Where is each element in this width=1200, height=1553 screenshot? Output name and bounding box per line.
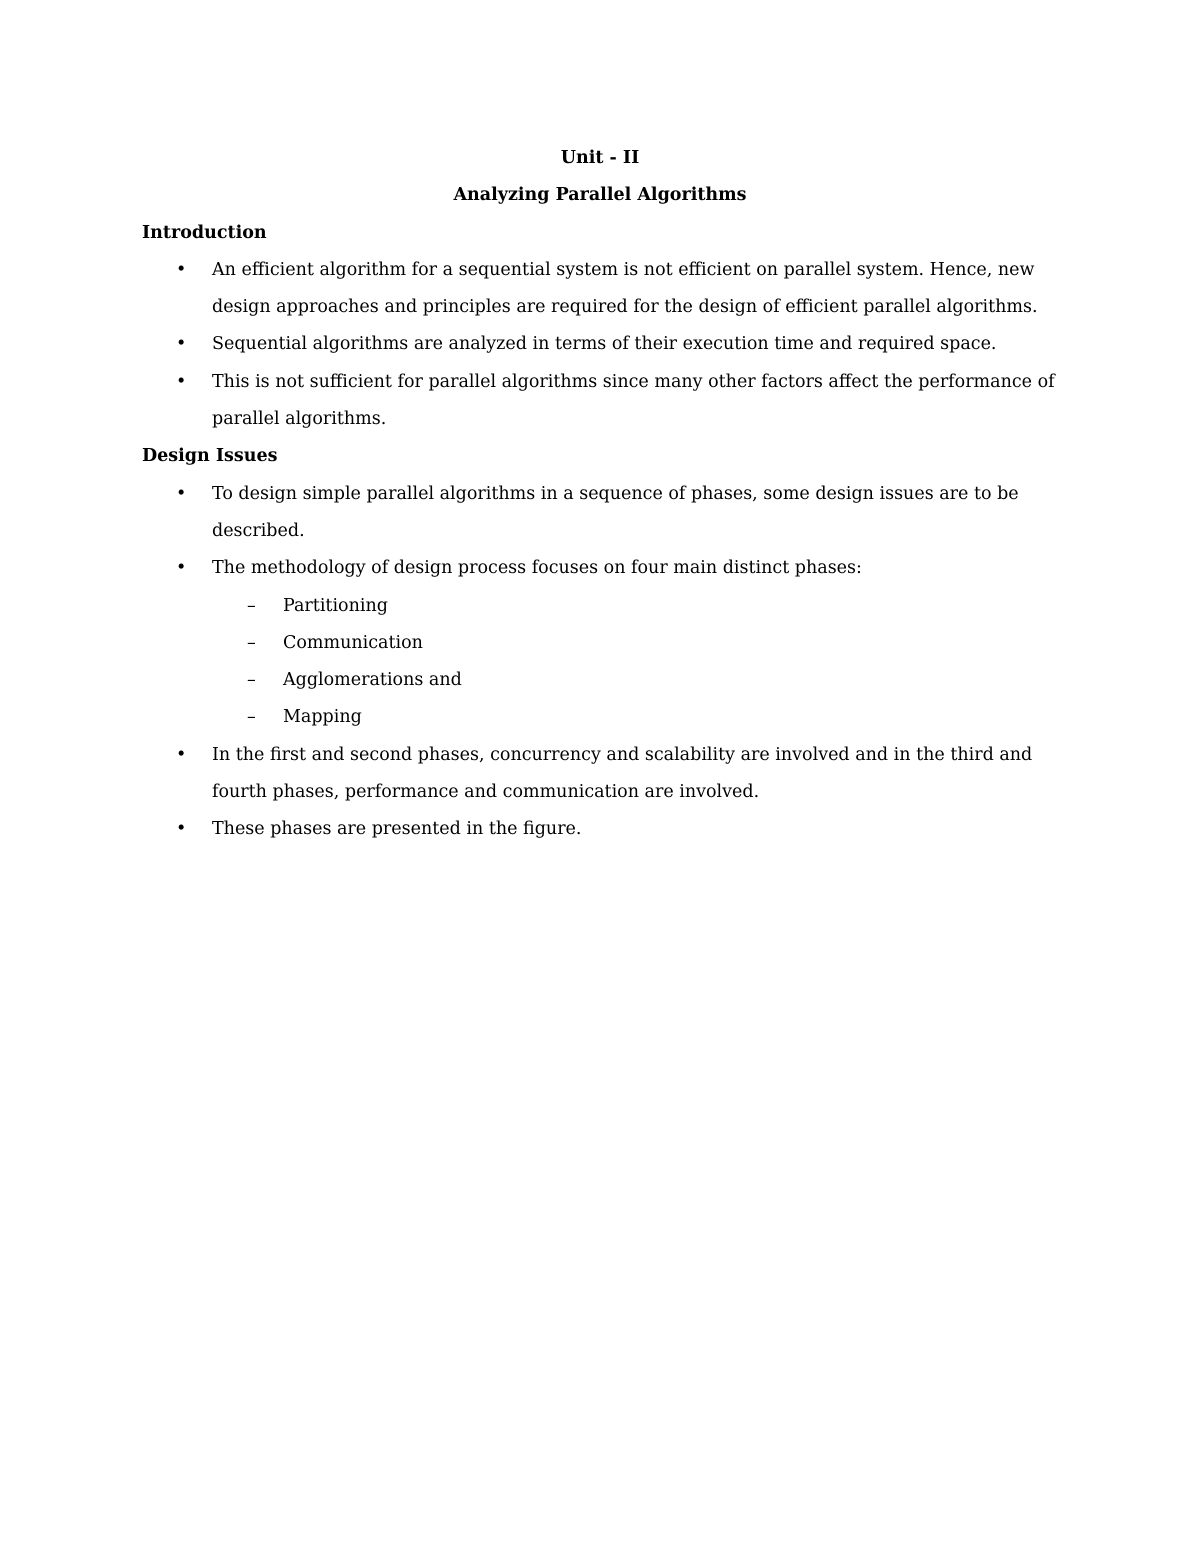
page-title: Unit - II bbox=[560, 148, 640, 168]
sublist-item bbox=[212, 588, 1072, 625]
list-item-text: The methodology of design process focuses on four main distinct phases: bbox=[212, 558, 862, 579]
introduction-list bbox=[142, 252, 1072, 438]
list-item bbox=[142, 811, 1072, 848]
dash-marker: – bbox=[247, 632, 256, 653]
bullet-marker: • bbox=[176, 819, 187, 840]
dash-marker: – bbox=[247, 595, 256, 616]
page-subtitle: Analyzing Parallel Algorithms bbox=[453, 185, 747, 206]
list-item-text: In the first and second phases, concurrency and scalability are involved and in the third and fourth phases, performance and communication are involved. bbox=[212, 744, 1033, 803]
phases-sublist bbox=[212, 588, 1072, 737]
sublist-item-text: Partitioning bbox=[283, 595, 388, 616]
design-issues-list bbox=[142, 476, 1072, 849]
sublist-item-text: Agglomerations and bbox=[283, 670, 462, 691]
list-item-text: To design simple parallel algorithms in a sequence of phases, some design issues are to be described. bbox=[212, 483, 1019, 541]
bullet-marker: • bbox=[176, 558, 187, 579]
bullet-marker: • bbox=[176, 259, 187, 280]
section-heading-design-issues: Design Issues bbox=[142, 446, 278, 467]
sublist-item bbox=[212, 662, 1072, 699]
list-item-text: Sequential algorithms are analyzed in terms of their execution time and required space. bbox=[212, 334, 997, 355]
bullet-marker: • bbox=[176, 744, 187, 765]
list-item-text: This is not sufficient for parallel algorithms since many other factors affect the performance of parallel algorithms. bbox=[212, 371, 1055, 430]
list-item bbox=[142, 364, 1072, 439]
list-item-text: These phases are presented in the figure. bbox=[212, 819, 582, 840]
list-item-text: An efficient algorithm for a sequential system is not efficient on parallel system. Hence, new design approaches and principles are required for the design of efficient parallel algorithms. bbox=[212, 259, 1038, 318]
bullet-marker: • bbox=[176, 334, 187, 355]
sublist-item bbox=[212, 699, 1072, 736]
list-item bbox=[142, 550, 1072, 736]
dash-marker: – bbox=[247, 707, 256, 728]
list-item bbox=[142, 737, 1072, 812]
bullet-marker: • bbox=[176, 483, 187, 504]
dash-marker: – bbox=[247, 670, 256, 691]
sublist-item-text: Communication bbox=[283, 632, 423, 653]
bullet-marker: • bbox=[176, 371, 187, 392]
list-item bbox=[142, 476, 1072, 551]
sublist-item-text: Mapping bbox=[283, 707, 362, 728]
section-heading-introduction: Introduction bbox=[142, 222, 267, 243]
list-item bbox=[142, 326, 1072, 363]
sublist-item bbox=[212, 625, 1072, 662]
document-content bbox=[142, 140, 1072, 849]
list-item bbox=[142, 252, 1072, 327]
